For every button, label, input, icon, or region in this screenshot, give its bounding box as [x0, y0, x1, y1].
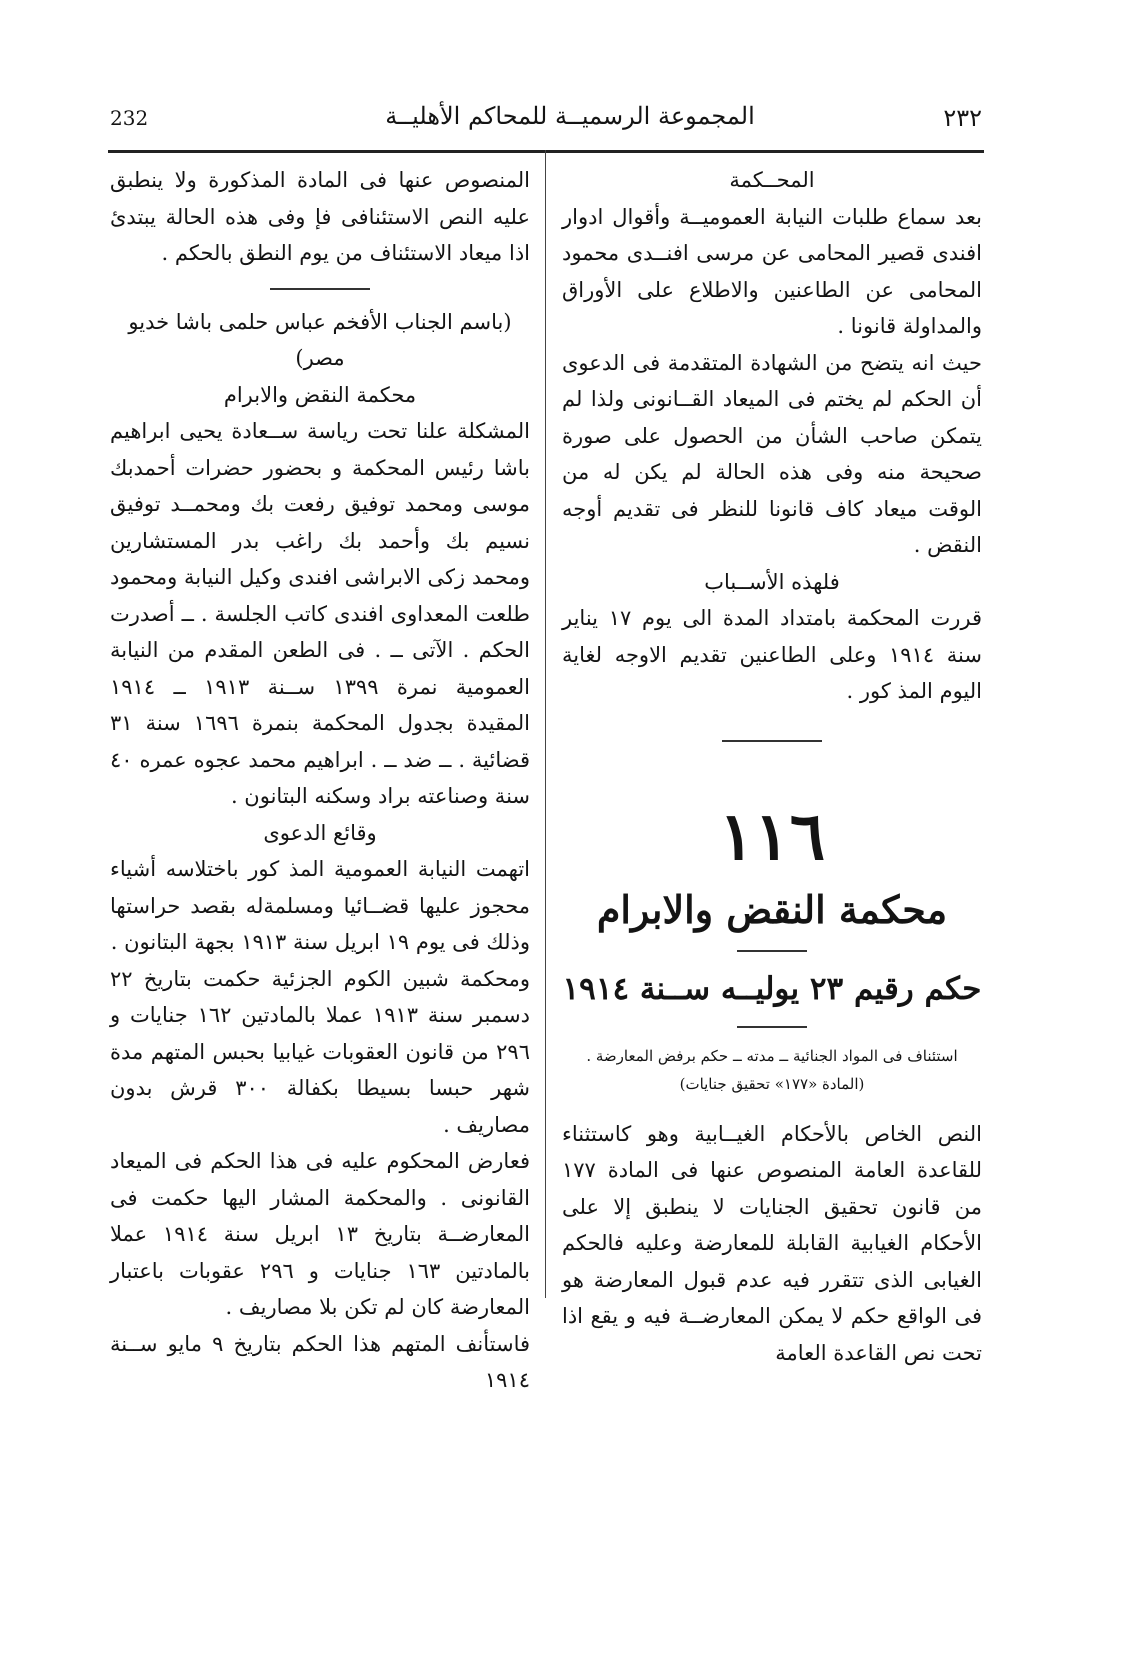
- facts-paragraph: فاستأنف المتهم هذا الحكم بتاريخ ٩ مايو ســنة ١٩١٤: [110, 1331, 531, 1392]
- page-number-arabic: ٢٣٢: [943, 104, 982, 132]
- court-name-large: محكمة النقض والابرام: [596, 886, 948, 932]
- section-rule: [737, 1026, 807, 1028]
- section-rule: [270, 288, 370, 290]
- court-composition: المشكلة علنا تحت رياسة ســعادة يحيى ابراهيم باشا رئيس المحكمة و بحضور حضرات أحمدبك موسى ومحمد توفيق رفعت بك ومحمــد توفيق نسيم بك وأحمد بك راغب بدر المستشارين ومحمد زكى الابراشى افندى وكيل النيابة ومحمود طلعت المعداوى افندى كاتب الجلسة . ــ أصدرت الحكم . الآتى ــ . فى الطعن المقدم من النيابة العمومية نمرة ١٣٩٩ ســنة ١٩١٣ ــ ١٩١٤ المقيدة بجدول المحكمة بنمرة ١٦٩٦ سنة ٣١ قضائية . ــ ضد ــ . ابراهيم محمد عجوه عمره ٤٠ سنة وصناعته براد وسكنه البتانون .: [110, 419, 530, 808]
- invocation-line: (باسم الجناب الأفخم عباس حلمى باشا خديو مصر): [128, 309, 512, 370]
- court-name: محكمة النقض والابرام: [223, 382, 417, 407]
- header-rule: [108, 150, 984, 153]
- case-number: ١١٦: [718, 796, 826, 875]
- ruling-paragraph: حيث انه يتضح من الشهادة المتقدمة فى الدعوى أن الحكم لم يختم فى الميعاد القــانونى ولذا لم يتمكن صاحب الشأن من الحصول على صورة صحيحة منه وفى هذه الحالة لم يكن له من الوقت ميعاد كاف قانونا للنظر فى تقديم أوجه النقض .: [562, 350, 982, 557]
- article-reference: (المادة «١٧٧» تحقيق جنايات): [679, 1074, 865, 1093]
- left-column: [110, 162, 530, 1399]
- reasons-heading: فلهذه الأســباب: [704, 569, 840, 594]
- running-title: المجموعة الرسميــة للمحاكم الأهليــة: [385, 102, 755, 130]
- page-header: [110, 96, 982, 138]
- court-heading: المحــكمة: [729, 168, 815, 192]
- facts-paragraph: اتهمت النيابة العمومية المذ كور باختلاسه أشياء محجوز عليها قضــائيا ومسلمةله بقصد حراستها وذلك فى يوم ١٩ ابريل سنة ١٩١٣ بجهة البتانون .: [110, 857, 530, 954]
- facts-paragraph: فعارض المحكوم عليه فى هذا الحكم فى الميعاد القانونى . والمحكمة المشار اليها حكمت فى المعارضــة بتاريخ ١٣ ابريل سنة ١٩١٤ عملا بالمادتين ١٦٣ جنايات و ٢٩٦ عقوبات باعتبار المعارضة كان لم تكن بلا مصاريف .: [110, 1149, 530, 1319]
- ruling-date: حكم رقيم ٢٣ يوليــه ســنة ١٩١٤: [562, 970, 982, 1007]
- page-number-latin: 232: [110, 106, 149, 130]
- legal-principle: النص الخاص بالأحكام الغيــابية وهو كاستثناء للقاعدة العامة المنصوص عنها فى المادة ١٧٧ من قانون تحقيق الجنايات لا ينطبق إلا على الأحكام الغيابية القابلة للمعارضة وعليه فالحكم الغيابى الذى تتقرر فيه عدم قبول المعارضة هو فى الواقع حكم لا يمكن المعارضــة فيه و يقع اذا تحت نص القاعدة العامة: [562, 1121, 982, 1365]
- continuation-text: المنصوص عنها فى المادة المذكورة ولا ينطبق عليه النص الاستئنافى فإ وفى هذه الحالة يبتدئ اذا ميعاد الاستئناف من يوم النطق بالحكم .: [110, 168, 530, 265]
- ruling-paragraph: قررت المحكمة بامتداد المدة الى يوم ١٧ يناير سنة ١٩١٤ وعلى الطاعنين تقديم الاوجه لغاية اليوم المذ كور .: [562, 606, 983, 703]
- right-column: [562, 162, 982, 1371]
- facts-paragraph: ومحكمة شبين الكوم الجزئية حكمت بتاريخ ٢٢ دسمبر سنة ١٩١٣ عملا بالمادتين ١٦٢ جنايات و ٢٩٦ من قانون العقوبات غيابيا بحبس المتهم مدة شهر حبسا بسيطا بكفالة ٣٠٠ قرش بدون مصاريف .: [110, 966, 530, 1137]
- column-divider: [545, 150, 546, 1298]
- ruling-paragraph: بعد سماع طلبات النيابة العموميــة وأقوال ادوار افندى قصير المحامى عن مرسى افنــدى محمود المحامى عن الطاعنين والاطلاع على الأوراق والمداولة قانونا .: [562, 204, 982, 338]
- summary-note: استئناف فى المواد الجنائية ــ مدته ــ حكم برفض المعارضة .: [586, 1046, 958, 1065]
- facts-heading: وقائع الدعوى: [263, 820, 377, 845]
- section-rule: [722, 740, 822, 742]
- section-rule: [737, 950, 807, 952]
